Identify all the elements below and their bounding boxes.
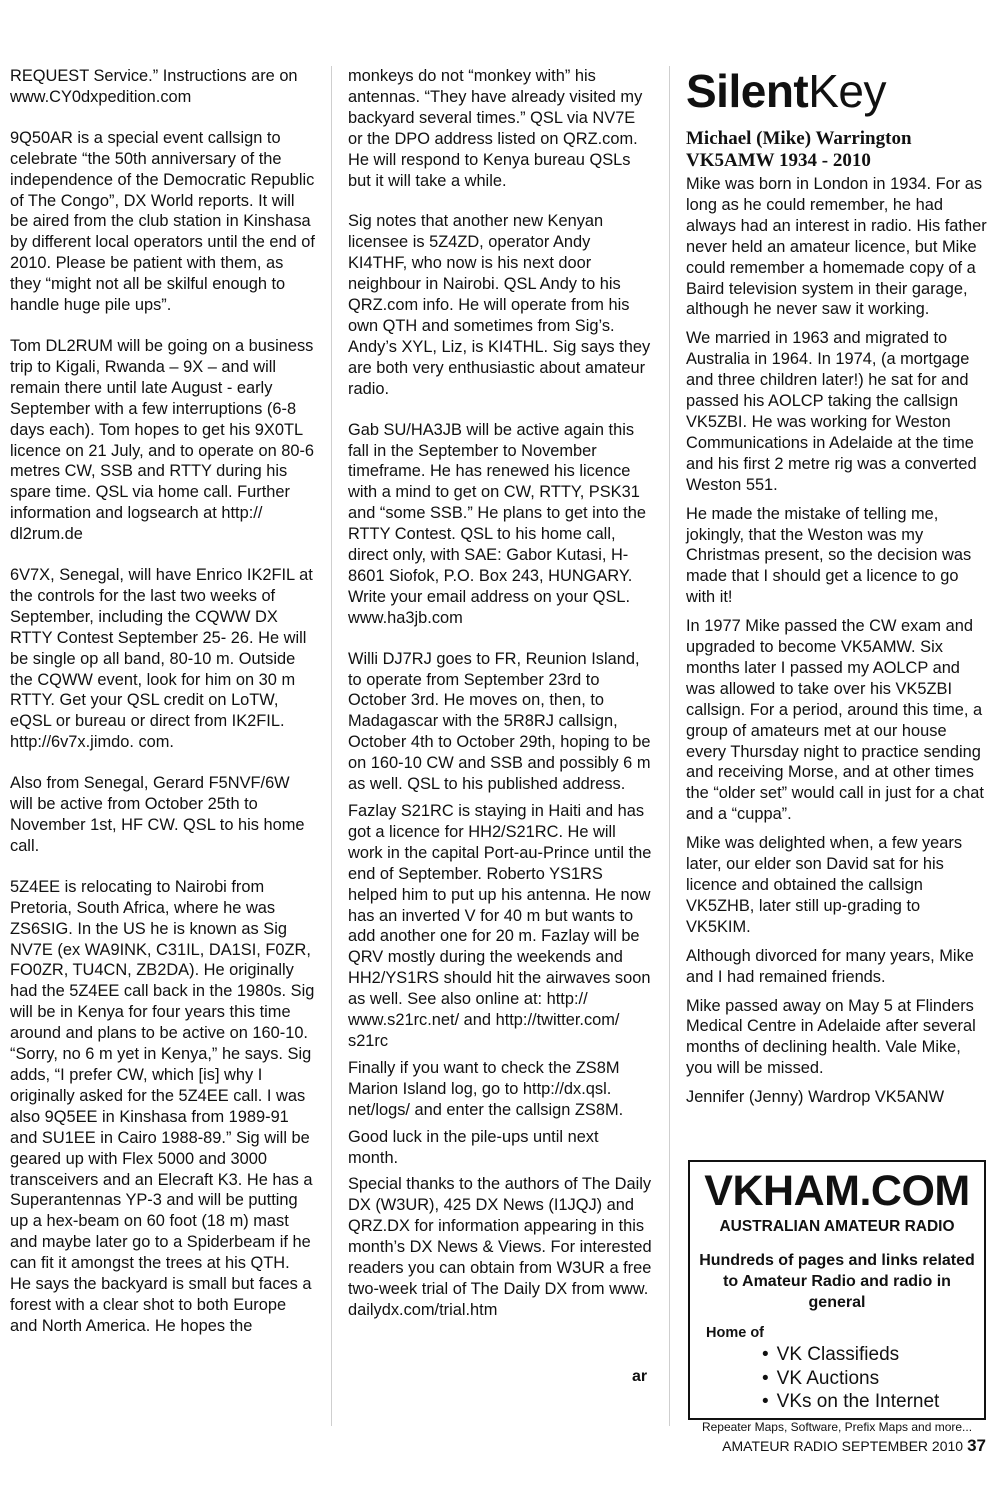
paragraph: Good luck in the pile-ups until next month. bbox=[348, 1127, 599, 1167]
ad-description: Hundreds of pages and links related to Amateur Radio and radio in general bbox=[699, 1252, 975, 1311]
paragraph: REQUEST Service.” Instructions are on www.CY0dxpedition.com bbox=[10, 67, 298, 106]
paragraph: Mike was delighted when, a few years later, our elder son David sat for his licence and obtained the callsign VK5ZHB, later still up-grading to VK5KIM. bbox=[686, 834, 963, 936]
paragraph: Fazlay S21RC is staying in Haiti and has got a licence for HH2/S21RC. He will work in the capital Port-au-Prince until the end of September. Roberto YS1RS helped him to put up his antenna. He now has an inverted V for 40 m but wants to add another one for 20 m. Fazlay will be QRV mostly during the weekends and HH2/YS1RS should hit the airwaves soon as well. See also online at: http:// www.s21rc.net/ and http://twitter.com/ s21rc bbox=[348, 802, 652, 1050]
ad-feature-list bbox=[696, 1343, 978, 1414]
dx-news-column-1 bbox=[10, 66, 315, 1357]
ad-brand: VKHAM.COM bbox=[704, 1167, 970, 1215]
paragraph: 9Q50AR is a special event callsign to celebrate “the 50th anniversary of the independence of the Democratic Republic of The Congo”, DX World reports. It will be aired from the club station in Kinshasa by different local operators until the end of 2010. Please be patient with them, as they “might not all be skilful enough to handle huge pile ups”. bbox=[10, 128, 315, 315]
paragraph: Tom DL2RUM will be going on a business trip to Kigali, Rwanda – 9X – and will remain there until late August - early September with a few interruptions (6-8 days each). Tom hopes to get his 9X0TL licence on 21 July, and to operate on 80-6 metres CW, SSB and RTTY during his spare time. QSL via home call. Further information and logsearch at http:// dl2rum.de bbox=[10, 336, 315, 544]
paragraph: Sig notes that another new Kenyan licensee is 5Z4ZD, operator Andy KI4THF, who now is his next door neighbour in Nairobi. QSL Andy to his QRZ.com info. He will operate from his own QTH and sometimes from Sig’s. Andy’s XYL, Liz, is KI4THL. Sig says they are both very enthusiastic about amateur radio. bbox=[348, 212, 651, 398]
paragraph: monkeys do not “monkey with” his antennas. “They have already visited my backyard several times.” QSL via NV7E or the DPO address listed on QRZ.com. He will respond to Kenya bureau QSLs but it will take a while. bbox=[348, 67, 643, 190]
silent-key-column bbox=[686, 66, 988, 1116]
heading-bold: Silent bbox=[686, 65, 809, 117]
paragraph: Finally if you want to check the ZS8M Marion Island log, go to http://dx.qsl. net/logs/ and enter the callsign ZS8M. bbox=[348, 1058, 624, 1119]
heading-light: Key bbox=[808, 65, 887, 117]
vkham-advertisement bbox=[688, 1160, 986, 1434]
publication-name: AMATEUR RADIO SEPTEMBER 2010 bbox=[722, 1438, 964, 1454]
paragraph: He made the mistake of telling me, jokingly, that the Weston was my Christmas present, so the decision was made that I should get a licence to go with it! bbox=[686, 504, 972, 607]
ad-feature-item: • VKs on the Internet bbox=[762, 1390, 978, 1414]
paragraph: 5Z4EE is relocating to Nairobi from Pretoria, South Africa, where he was ZS6SIG. In the US he is known as Sig NV7E (ex WA9INK, C31IL, DA1SI, F0ZR, FO0ZR, TU4CN, ZB2DA). He originally had the 5Z4EE call back in the 1980s. Sig will be in Kenya for four years this time around and plans to be active on 160-10. “Sorry, no 6 m yet in Kenya,” he says. Sig adds, “I prefer CW, which [is] why I originally asked for the 5Z4EE call. I was also 9Q5EE in Kinshasa from 1989-91 and SU1EE in Cairo 1988-89.” Sig will be geared up with Flex 5000 and 3000 transceivers and an Elecraft K3. He has a Superantennas YP-3 and will be putting up a hex-beam on 60 foot (18 m) mast and maybe later go to a Spiderbeam if he can fit it amongst the trees at his QTH. He says the backyard is small but faces a forest with a clear shot to both Europe and North America. He hopes the bbox=[10, 877, 315, 1335]
paragraph: Willi DJ7RJ goes to FR, Reunion Island, to operate from September 23rd to October 3rd. He moves on, then, to Madagascar with the 5R8RJ callsign, October 4th to October 29th, hoping to be on 160-10 CW and SSB and possibly 6 m as well. QSL to his published address. bbox=[348, 649, 651, 794]
ad-home-of: Home of bbox=[706, 1325, 764, 1341]
paragraph: Although divorced for many years, Mike and I had remained friends. bbox=[686, 946, 974, 986]
page-number: 37 bbox=[967, 1436, 986, 1455]
paragraph: 6V7X, Senegal, will have Enrico IK2FIL at the controls for the last two weeks of September, including the CQWW DX RTTY Contest September 25- 26. He will be single op all band, 80-10 m. Outside the CQWW event, look for him on 30 m RTTY. Get your QSL credit on LoTW, eQSL or bureau or direct from IK2FIL. http://6v7x.jimdo. com. bbox=[10, 566, 313, 752]
column-divider bbox=[669, 66, 670, 1426]
paragraph: We married in 1963 and migrated to Australia in 1964. In 1974, (a mortgage and three children later!) he sat for and passed his AOLCP taking the callsign VK5ZBI. He was working for Weston Communications in Adelaide at the time and his first 2 metre rig was a converted Weston 551. bbox=[686, 329, 977, 494]
obituary-name: Michael (Mike) Warrington bbox=[686, 128, 912, 149]
obituary-signature: Jennifer (Jenny) Wardrop VK5ANW bbox=[686, 1088, 945, 1107]
obituary-callsign-dates: VK5AMW 1934 - 2010 bbox=[686, 150, 871, 171]
paragraph: Gab SU/HA3JB will be active again this fall in the September to November timeframe. He has renewed his licence with a mind to get on CW, RTTY, PSK31 and “some SSB.” He plans to get into the RTTY Contest. QSL to his home call, direct only, with SAE: Gabor Kutasi, H-8601 Siofok, P.O. Box 243, HUNGARY. Write your email address on your QSL. www.ha3jb.com bbox=[348, 420, 646, 627]
paragraph: Mike was born in London in 1934. For as long as he could remember, he had always had an interest in radio. His father never held an amateur licence, but Mike could remember a homemade copy of a Baird television system in their garage, although he never saw it working. bbox=[686, 175, 987, 319]
article-end-mark: ar bbox=[632, 1368, 648, 1385]
paragraph: In 1977 Mike passed the CW exam and upgraded to become VK5AMW. Six months later I passed my AOLCP and was allowed to take over his VK5ZBI callsign. For a period, around this time, a group of amateurs met at our house every Thursday night to practice sending and receiving Morse, and at other times the “older set” would call in just for a chat and a “cuppa”. bbox=[686, 617, 984, 824]
paragraph: Also from Senegal, Gerard F5NVF/6W will be active from October 25th to November 1st, HF CW. QSL to his home call. bbox=[10, 774, 305, 855]
paragraph: Special thanks to the authors of The Daily DX (W3UR), 425 DX News (I1JQJ) and QRZ.DX for information appearing in this month’s DX News & Views. For interested readers you can obtain from W3UR a free two-week trial of The Daily DX from www. dailydx.com/trial.htm bbox=[348, 1175, 652, 1319]
ad-footer: Repeater Maps, Software, Prefix Maps and more... bbox=[701, 1419, 973, 1434]
ad-feature-item: • VK Auctions bbox=[762, 1367, 978, 1391]
dx-news-column-2 bbox=[348, 66, 653, 1327]
paragraph: Mike passed away on May 5 at Flinders Medical Centre in Adelaide after several months of declining health. Vale Mike, you will be missed. bbox=[686, 996, 976, 1078]
page-footer bbox=[722, 1436, 986, 1456]
ad-subtitle: AUSTRALIAN AMATEUR RADIO bbox=[719, 1218, 955, 1235]
silent-key-heading bbox=[686, 66, 988, 116]
column-divider bbox=[331, 66, 332, 1426]
ad-feature-item: • VK Classifieds bbox=[762, 1343, 978, 1367]
